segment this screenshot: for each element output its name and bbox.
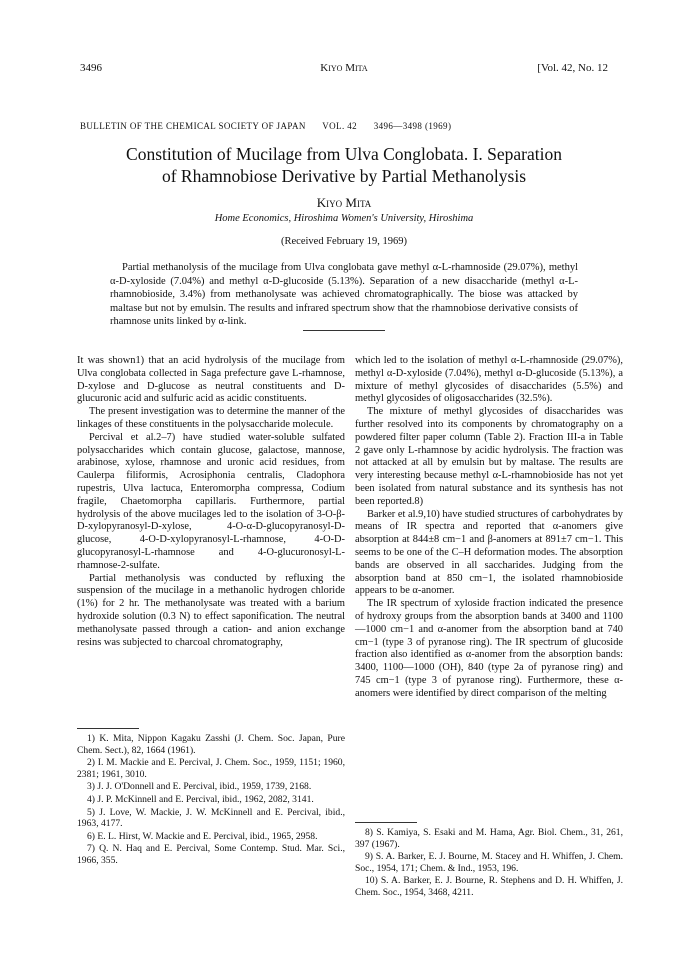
- footnote: 6) E. L. Hirst, W. Mackie and E. Percival, ibid., 1965, 2958.: [87, 830, 318, 842]
- article-author: Kiyo Mita: [316, 195, 372, 210]
- body-paragraph: which led to the isolation of methyl α-L-rhamnoside (29.07%), methyl α-D-xyloside (7.04%), methyl α-D-glucoside (5.13%), a mixture of methyl glycosides of disaccharides (5.5%) and methyl glycosides of oligosaccharides (32.5%).: [355, 355, 623, 405]
- author-affiliation: Home Economics, Hiroshima Women's University, Hiroshima: [214, 213, 474, 224]
- body-paragraph: The present investigation was to determine the manner of the linkages of these constituents in the polysaccharide molecule.: [77, 406, 345, 430]
- body-paragraph: The IR spectrum of xyloside fraction indicated the presence of hydroxy groups from the absorption bands at 3400 and 1100—1000 cm−1 and α-anomer from the absorption band at 740 cm−1 (type 3 of pyranose ring). The IR spectrum of glucoside fraction also identified as α-anomer from the absorption bands: 3400, 1100—1000 (OH), 840 (type 2a of pyranose ring) and 745 cm−1 (type 3 of pyranose ring). Furthermore, these α-anomers were identified by direct comparison of the melting: [355, 598, 623, 699]
- body-paragraph: It was shown1) that an acid hydrolysis of the mucilage from Ulva conglobata collected in Saga prefecture gave L-rhamnose, D-xylose and D-glucose as neutral constituents and D-glucuronic acid and sulfuric acid as acidic constituents.: [77, 355, 345, 405]
- body-paragraph: The mixture of methyl glycosides of disaccharides was further resolved into its components by chromatography on a powdered filter paper column (Table 2). Fraction III-a in Table 2 gave only L-rhamnose by acidic hydrolysis. The fraction was not attacked at all by emulsin but by maltase. The results are very interesting because methyl α-L-rhamnobioside has not yet been isolated from natural substance and its synthesis has not been reported.8): [355, 406, 623, 507]
- footnote: 8) S. Kamiya, S. Esaki and M. Hama, Agr. Biol. Chem., 31, 261, 397 (1967).: [355, 827, 623, 850]
- article-title-line-2: of Rhamnobiose Derivative by Partial Methanolysis: [161, 166, 527, 186]
- received-date: (Received February 19, 1969): [281, 236, 407, 247]
- footnote: 5) J. Love, W. Mackie, J. W. McKinnell and E. Percival, ibid., 1963, 4177.: [77, 806, 345, 830]
- journal-citation-line: [80, 121, 608, 131]
- journal-volume: VOL. 42: [322, 121, 358, 131]
- footnotes-left: [77, 733, 345, 868]
- footnote: 9) S. A. Barker, E. J. Bourne, M. Stacey and H. Whiffen, J. Chem. Soc., 1954, 171; Chem. & Ind., 1953, 196.: [355, 851, 623, 874]
- running-head-volume: [Vol. 42, No. 12: [537, 62, 608, 74]
- journal-pages: 3496—3498 (1969): [373, 121, 452, 131]
- running-head: [80, 62, 608, 78]
- body-paragraph: Barker et al.9,10) have studied structures of carbohydrates by means of IR spectra and reported that α-anomers give absorption at 844±8 cm−1 and β-anomers at 891±7 cm−1. This seems to be one of the C–H deformation modes. The absorption bands are observed in all saccharides. Judging from the absorption band at 850 cm−1, the isolated rhamnobioside appears to be α-anomer.: [355, 508, 623, 597]
- abstract: Partial methanolysis of the mucilage from Ulva conglobata gave methyl α-L-rhamnoside (29.07%), methyl α-D-xyloside (7.04%) and methyl α-D-glucoside (5.13%). Separation of a new disaccharide (methyl α-L-rhamnobioside, 3.4%) from methanolysate was achieved chromatographically. The biose was attacked by maltase but not by emulsin. The results and infrared spectrum show that the rhamnobiose derivative consists of rhamnose units linked by α-link.: [110, 262, 578, 327]
- body-column-right: [355, 355, 623, 701]
- running-head-author: Kiyo Mita: [320, 62, 368, 74]
- footnote: 4) J. P. McKinnell and E. Percival, ibid., 1962, 2082, 3141.: [87, 793, 314, 805]
- footnote: 1) K. Mita, Nippon Kagaku Zasshi (J. Chem. Soc. Japan, Pure Chem. Sect.), 82, 1664 (1961).: [77, 733, 345, 756]
- article-title-line-1: Constitution of Mucilage from Ulva Conglobata. I. Separation: [126, 144, 562, 164]
- footnote: 10) S. A. Barker, E. J. Bourne, R. Stephens and D. H. Whiffen, J. Chem. Soc., 1954, 3468, 4211.: [355, 875, 623, 898]
- journal-name: BULLETIN OF THE CHEMICAL SOCIETY OF JAPAN: [80, 121, 306, 131]
- footnotes-right: [355, 827, 623, 900]
- body-paragraph: Partial methanolysis was conducted by refluxing the suspension of the mucilage in a methanolic hydrogen chloride (1%) for 2 hr. The methanolysate was treated with a barium hydroxide solution (0.3 N) to effect saponification. The neutral methanolysate passed through a cation- and anion exchange resins was subjected to charcoal chromatography,: [77, 572, 345, 648]
- footnote-rule-right: [355, 822, 417, 823]
- footnote: 3) J. J. O'Donnell and E. Percival, ibid., 1959, 1739, 2168.: [87, 781, 312, 793]
- page-number: 3496: [80, 62, 102, 74]
- article-title: [60, 143, 628, 187]
- abstract-separator-rule: [303, 330, 385, 331]
- footnote: 7) Q. N. Haq and E. Percival, Some Contemp. Stud. Mar. Sci., 1966, 355.: [77, 843, 345, 866]
- footnote-rule-left: [77, 728, 139, 729]
- body-paragraph: Percival et al.2–7) have studied water-soluble sulfated polysaccharides which contain glucose, galactose, mannose, arabinose, xylose, rhamnose and uronic acid residues, from Caulerpa filiformis, Acrosiphonia centralis, Cladophora rupestris, Ulva lactuca, Enteromorpha compressa, Codium fragile, Chaetomorpha capillaris. Furthermore, partial hydrolysis of the above mucilages led to the isolation of 3-O-β-D-xylopyranosyl-D-xylose, 4-O-α-D-glucopyranosyl-D-glucose, 4-O-D-xylopyranosyl-L-rhamnose, 4-O-D-glucopyranosyl-L-rhamnose and 4-O-glucuronosyl-L-rhamnose-2-sulfate.: [77, 431, 345, 571]
- body-column-left: [77, 355, 345, 649]
- footnote: 2) I. M. Mackie and E. Percival, J. Chem. Soc., 1959, 1151; 1960, 2381; 1961, 3010.: [77, 757, 345, 780]
